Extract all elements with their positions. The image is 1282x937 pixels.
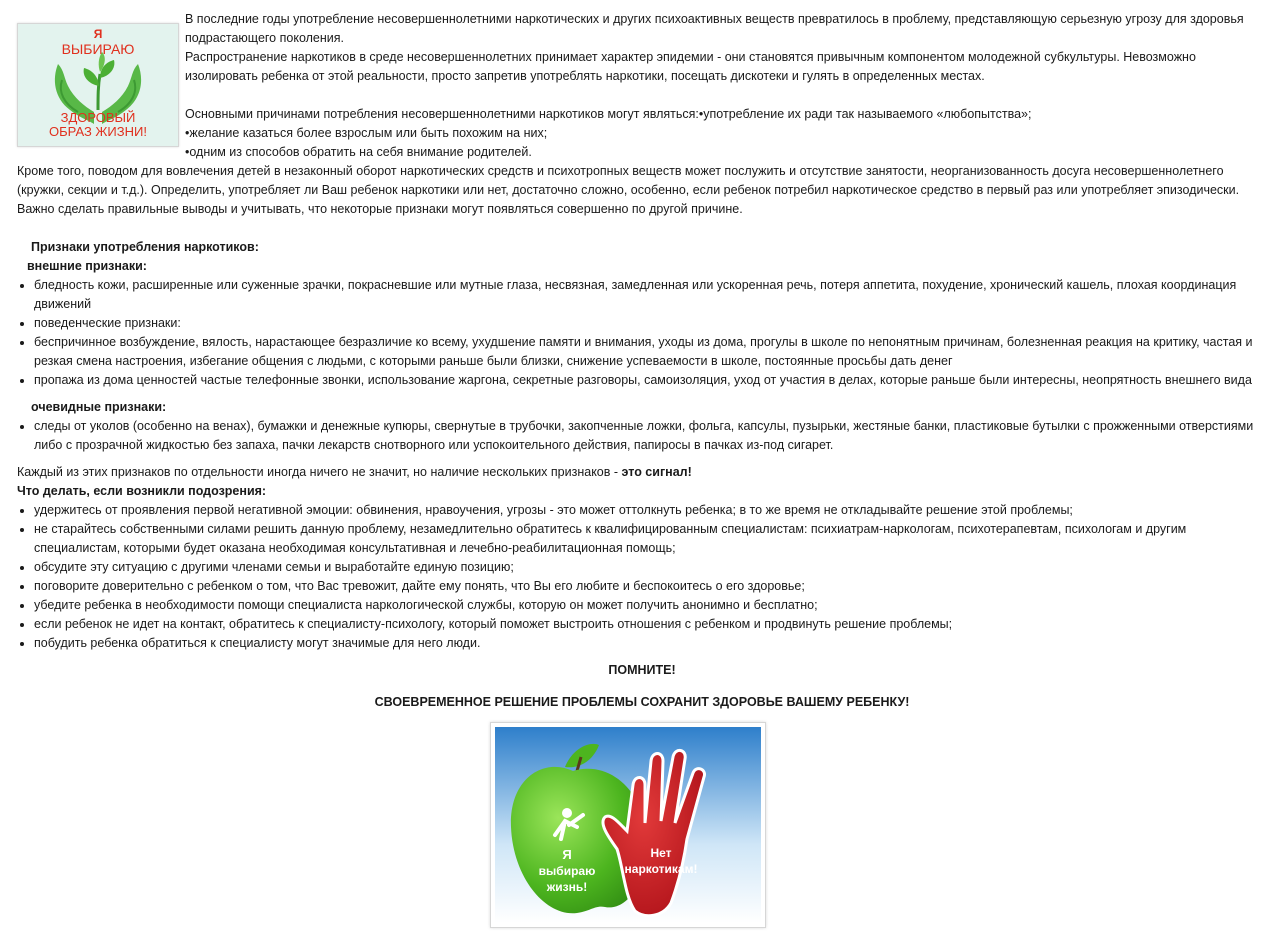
list-item: • следы от уколов (особенно на венах), бумажки и денежные купюры, свернутые в трубочки, закопченные ложки, фольга, капсулы, пузырьки, жестяные банки, пластиковые бутылки с прожженными отверстиями либо с прозрачной жидкостью без запаха, пачки лекарств снотворного или успокоительного действия, папиросы в пачках из-под сигарет. bbox=[34, 417, 1267, 455]
hand-text: наркотикам! bbox=[624, 862, 698, 876]
no-drugs-image bbox=[490, 722, 766, 928]
list-item: • обсудите эту ситуацию с другими членами семьи и выработайте единую позицию; bbox=[34, 558, 1267, 577]
hands-sprout-icon bbox=[18, 24, 178, 146]
remember-title: ПОМНИТЕ! bbox=[608, 663, 676, 677]
intro-paragraph: Основными причинами потребления несовершеннолетними наркотиков могут являться:•употребление их ради так называемого «любопытства»; bbox=[185, 107, 1032, 121]
obvious-signs-heading: очевидные признаки: bbox=[31, 400, 167, 414]
list-item: • поговорите доверительно с ребенком о том, что Вас тревожит, дайте ему понять, что Вы его любите и беспокоитесь о его здоровье; bbox=[34, 577, 1267, 596]
apple-text: жизнь! bbox=[546, 880, 588, 894]
list-item: • побудить ребенка обратиться к специалисту могут значимые для него люди. bbox=[34, 634, 1267, 653]
logo-text: Я bbox=[93, 27, 103, 41]
article bbox=[17, 10, 1267, 724]
hand-text: Нет bbox=[650, 846, 672, 860]
healthy-lifestyle-image bbox=[17, 23, 179, 147]
list-item: • не старайтесь собственными силами решить данную проблему, незамедлительно обратитесь к квалифицированным специалистам: психиатрам-наркологам, психотерапевтам, психологам и другим специалистам, которыми будет оказана необходимая консультативная и лечебно-реабилитационная помощь; bbox=[34, 520, 1267, 558]
actions-list bbox=[17, 501, 1267, 653]
external-signs-list bbox=[17, 276, 1267, 390]
actions-heading: Что делать, если возникли подозрения: bbox=[17, 484, 267, 498]
logo-text: ВЫБИРАЮ bbox=[61, 41, 135, 57]
list-item: • убедите ребенка в необходимости помощи специалиста наркологической службы, которую он может получить анонимно и бесплатно; bbox=[34, 596, 1267, 615]
list-item: • пропажа из дома ценностей частые телефонные звонки, использование жаргона, секретные разговоры, самоизоляция, уход от участия в делах, которые раньше были интересны, неопрятность внешнего вида bbox=[34, 371, 1267, 390]
signal-text: Каждый из этих признаков по отдельности иногда ничего не значит, но наличие нескольких признаков - bbox=[17, 465, 622, 479]
apple-text: выбираю bbox=[538, 864, 596, 878]
spacer bbox=[17, 219, 1267, 238]
list-item: • бледность кожи, расширенные или суженные зрачки, покрасневшие или мутные глаза, несвязная, замедленная или ускоренная речь, потеря аппетита, похудение, хронический кашель, плохая координация движений bbox=[34, 276, 1267, 314]
list-item: • удержитесь от проявления первой негативной эмоции: обвинения, нравоучения, угрозы - это может оттолкнуть ребенка; в то же время не откладывайте решение этой проблемы; bbox=[34, 501, 1267, 520]
intro-paragraph: В последние годы употребление несовершеннолетними наркотических и других психоактивных веществ превратилось в проблему, представляющую серьезную угрозу для здоровья подрастающего поколения. bbox=[185, 12, 1244, 45]
remember-message: СВОЕВРЕМЕННОЕ РЕШЕНИЕ ПРОБЛЕМЫ СОХРАНИТ ЗДОРОВЬЕ ВАШЕМУ РЕБЕНКУ! bbox=[374, 694, 910, 709]
list-item: • беспричинное возбуждение, вялость, нарастающее безразличие ко всему, ухудшение памяти и внимания, уходы из дома, прогулы в школе по непонятным причинам, болезненная реакция на критику, частая и резкая смена настроения, избегание общения с людьми, с которыми раньше были близки, снижение успеваемости в школе, постоянные просьбы дать денег bbox=[34, 333, 1267, 371]
reason-line: •желание казаться более взрослым или быть похожим на них; bbox=[185, 126, 548, 140]
list-item: • поведенческие признаки: bbox=[34, 314, 1267, 333]
intro-paragraph: Распространение наркотиков в среде несовершеннолетних принимает характер эпидемии - они становятся привычным компонентом молодежной субкультуры. Невозможно изолировать ребенка от этой реальности, просто запретив употреблять наркотики, посещать дискотеки и гулять в определенных местах. bbox=[185, 50, 1196, 83]
external-signs-heading: внешние признаки: bbox=[27, 259, 147, 273]
intro-paragraph: Кроме того, поводом для вовлечения детей в незаконный оборот наркотических средств и психотропных веществ может послужить и отсутствие занятости, неорганизованность досуга несовершеннолетнего (кружки, секции и т.д.). Определить, употребляет ли Ваш ребенок наркотики или нет, достаточно сложно, особенно, если ребенок потребил наркотическое средство в первый раз или употребляет эпизодически. Важно сделать правильные выводы и учитывать, что некоторые признаки могут появляться совершенно по другой причине. bbox=[17, 164, 1240, 216]
obvious-signs-list bbox=[17, 417, 1267, 455]
apple-hand-icon bbox=[495, 727, 761, 923]
logo-text: ЗДОРОВЫЙ bbox=[60, 110, 136, 125]
apple-text: Я bbox=[562, 847, 572, 862]
signal-paragraph bbox=[17, 463, 1267, 482]
spacer bbox=[17, 86, 1267, 105]
list-item: • если ребенок не идет на контакт, обратитесь к специалисту-психологу, который поможет выстроить отношения с ребенком и продвинуть решение проблемы; bbox=[34, 615, 1267, 634]
signal-bold: это сигнал! bbox=[621, 465, 692, 479]
signs-heading: Признаки употребления наркотиков: bbox=[31, 240, 259, 254]
logo-text: ОБРАЗ ЖИЗНИ! bbox=[49, 124, 147, 139]
reason-line: •одним из способов обратить на себя внимание родителей. bbox=[185, 145, 532, 159]
